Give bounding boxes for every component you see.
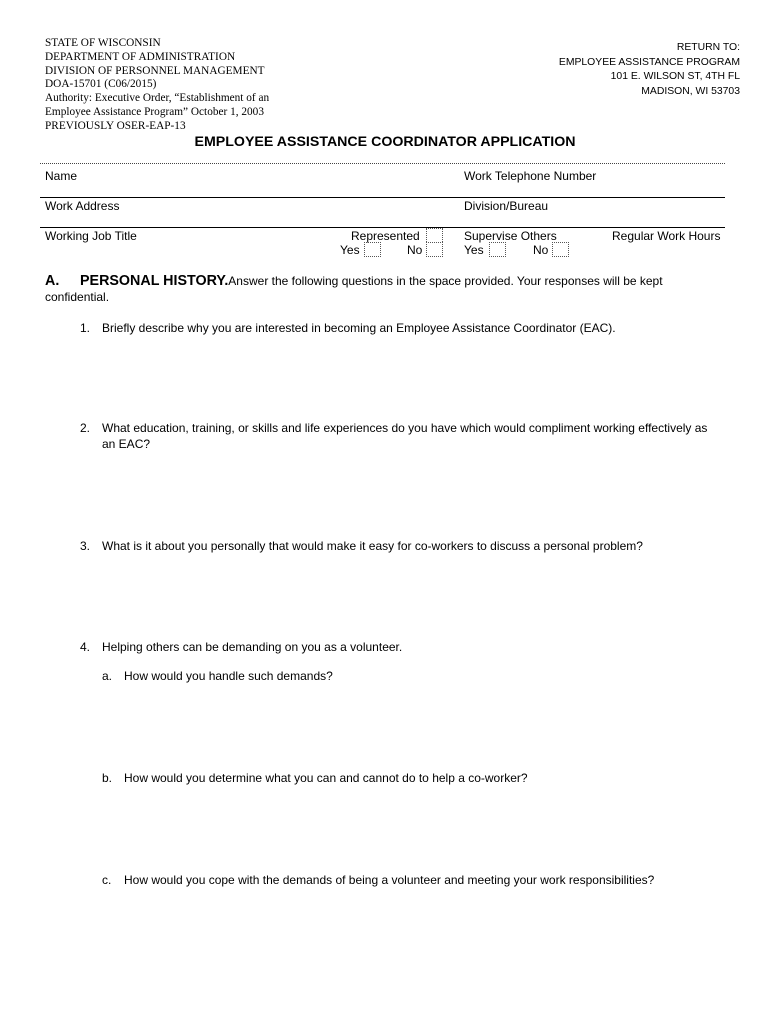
supervise-no-label: No bbox=[533, 243, 549, 257]
name-field-label: Name bbox=[45, 169, 78, 183]
question-4 bbox=[80, 639, 740, 659]
form-title: EMPLOYEE ASSISTANCE COORDINATOR APPLICATION bbox=[194, 134, 576, 150]
sub-question-a bbox=[102, 668, 742, 688]
field-divider bbox=[40, 227, 725, 228]
header-line: DIVISION OF PERSONNEL MANAGEMENT bbox=[45, 64, 265, 77]
question-1 bbox=[80, 320, 740, 360]
sub-question-letter: c. bbox=[102, 873, 112, 887]
question-text-continued: an EAC? bbox=[102, 437, 151, 451]
question-2 bbox=[80, 420, 740, 460]
sub-question-letter: a. bbox=[102, 669, 113, 683]
question-number: 3. bbox=[80, 539, 91, 553]
regular-hours-label: Regular Work Hours bbox=[612, 229, 721, 243]
return-line: 101 E. WILSON ST, 4TH FL bbox=[610, 71, 740, 82]
return-address bbox=[559, 41, 740, 99]
supervise-yes-checkbox[interactable] bbox=[489, 242, 506, 257]
represented-yes-checkbox[interactable] bbox=[364, 242, 381, 257]
division-field-label: Division/Bureau bbox=[464, 199, 549, 213]
work-address-field-label: Work Address bbox=[45, 199, 120, 213]
section-intro: Answer the following questions in the space provided. Your responses will be kept bbox=[228, 274, 663, 288]
supervise-yes-label: Yes bbox=[464, 243, 484, 257]
sub-question-letter: b. bbox=[102, 771, 113, 785]
return-line: MADISON, WI 53703 bbox=[641, 85, 740, 97]
question-number: 2. bbox=[80, 421, 91, 435]
represented-box-top bbox=[426, 228, 443, 242]
sub-question-text: How would you cope with the demands of being a volunteer and meeting your work responsibilities? bbox=[124, 873, 655, 887]
sub-question-c bbox=[102, 872, 742, 892]
supervise-no-checkbox[interactable] bbox=[552, 242, 569, 257]
sub-question-text: How would you determine what you can and cannot do to help a co-worker? bbox=[124, 771, 528, 785]
represented-no-label: No bbox=[407, 243, 423, 257]
return-line: EMPLOYEE ASSISTANCE PROGRAM bbox=[558, 56, 740, 68]
top-divider bbox=[40, 163, 725, 164]
section-intro-continued: confidential. bbox=[45, 290, 110, 304]
agency-header bbox=[45, 37, 269, 134]
supervise-others-label: Supervise Others bbox=[464, 229, 557, 243]
header-line: Authority: Executive Order, “Establishment of an bbox=[45, 92, 270, 105]
question-text: What is it about you personally that would make it easy for co-workers to discuss a personal problem? bbox=[102, 539, 643, 553]
header-line: Employee Assistance Program” October 1, 2003 bbox=[45, 105, 264, 118]
represented-label: Represented bbox=[351, 229, 420, 243]
return-line: RETURN TO: bbox=[676, 42, 740, 53]
sub-question-b bbox=[102, 770, 742, 790]
field-divider bbox=[40, 197, 725, 198]
section-title: PERSONAL HISTORY. bbox=[80, 273, 229, 289]
header-line: STATE OF WISCONSIN bbox=[45, 37, 161, 49]
section-a-heading bbox=[45, 273, 735, 289]
header-line: PREVIOUSLY OSER-EAP-13 bbox=[45, 119, 186, 132]
question-text: What education, training, or skills and life experiences do you have which would compliment working effectively as bbox=[102, 421, 708, 435]
sub-question-text: How would you handle such demands? bbox=[124, 669, 333, 683]
represented-yes-label: Yes bbox=[340, 243, 360, 257]
question-text: Briefly describe why you are interested in becoming an Employee Assistance Coordinator (EAC). bbox=[102, 321, 616, 335]
header-line: DOA-15701 (C06/2015) bbox=[45, 78, 157, 91]
question-number: 1. bbox=[80, 321, 91, 335]
question-text: Helping others can be demanding on you as a volunteer. bbox=[102, 640, 403, 654]
question-3 bbox=[80, 538, 740, 558]
represented-no-checkbox[interactable] bbox=[426, 242, 443, 257]
header-line: DEPARTMENT OF ADMINISTRATION bbox=[45, 50, 236, 63]
work-phone-field-label: Work Telephone Number bbox=[464, 169, 597, 183]
question-number: 4. bbox=[80, 640, 91, 654]
section-letter: A. bbox=[45, 273, 60, 289]
job-title-field-label: Working Job Title bbox=[45, 229, 137, 243]
